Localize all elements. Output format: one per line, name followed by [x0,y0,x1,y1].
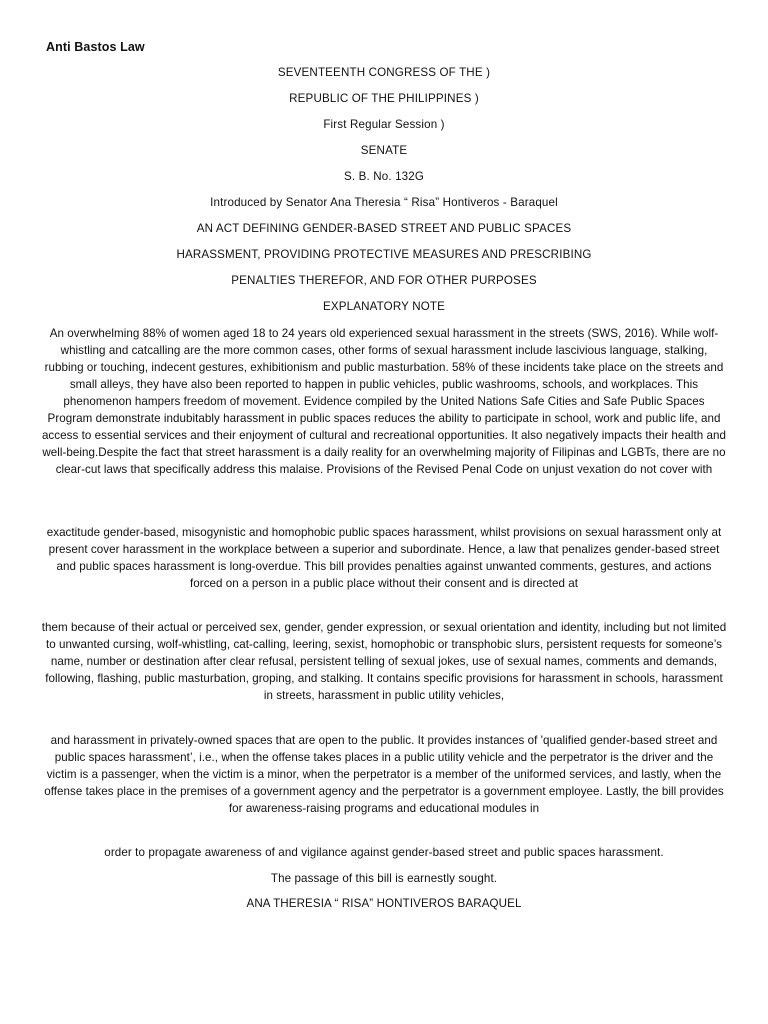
section-heading: EXPLANATORY NOTE [322,300,446,313]
paragraph-5: order to propagate awareness of and vigilance against gender-based street and public spaces harassment. [104,846,664,859]
paragraph-2: exactitude gender-based, misogynistic and homophobic public spaces harassment, whilst provisions on sexual harassment only at present cover harassment in the workplace between a superior and subordinate. Hence, a law that penalizes gender-based street and public spaces harassment is long-overdue. This bill provides penalties against unwanted comments, gestures, and actions forced on a person in a public place without their consent and is directed at [46,526,722,591]
bill-title-line-1: AN ACT DEFINING GENDER-BASED STREET AND PUBLIC SPACES [196,222,572,235]
session-line: First Regular Session ) [323,118,445,131]
bill-title-line-2: HARASSMENT, PROVIDING PROTECTIVE MEASURES AND PRESCRIBING [176,248,592,261]
congress-line: SEVENTEENTH CONGRESS OF THE ) [277,66,491,79]
bill-title-line-3: PENALTIES THEREFOR, AND FOR OTHER PURPOSES [231,274,537,287]
chamber-line: SENATE [360,144,408,157]
closing-line: The passage of this bill is earnestly sought. [270,872,498,885]
bill-number: S. B. No. 132G [343,170,425,183]
paragraph-1: An overwhelming 88% of women aged 18 to 24 years old experienced sexual harassment in the streets (SWS, 2016). While wolf-whistling and catcalling are the more common cases, other forms of sexual harassment include lascivious language, stalking, rubbing or touching, indecent gestures, exhibitionism and public masturbation. 58% of these incidents take place on the streets and small alleys, they have also been reported to happen in public vehicles, public washrooms, schools, and workplaces. This phenomenon hampers freedom of movement. Evidence compiled by the United Nations Safe Cities and Safe Public Spaces Program demonstrate indubitably harassment in public spaces reduces the ability to participate in school, work and public life, and access to essential services and their enjoyment of cultural and recreational opportunities. It also negatively impacts their health and well-being.Despite the fact that street harassment is a daily reality for an overwhelming majority of Filipinas and LGBTs, there are no clear-cut laws that specifically address this malaise. Provisions of the Revised Penal Code on unjust vexation do not cover with [41,327,727,477]
signature-line: ANA THERESIA “ RISA” HONTIVEROS BARAQUEL [246,897,522,910]
republic-line: REPUBLIC OF THE PHILIPPINES ) [289,92,479,105]
paragraph-3: them because of their actual or perceived sex, gender, gender expression, or sexual orientation and identity, including but not limited to unwanted cursing, wolf-whistling, cat-calling, leering, sexist, homophobic or transphobic slurs, persistent requests for someone’s name, number or destination after clear refusal, persistent telling of sexual jokes, use of sexual names, comments and demands, following, flashing, public masturbation, groping, and stalking. It contains specific provisions for harassment in schools, harassment in streets, harassment in public utility vehicles, [41,621,727,703]
paragraph-4: and harassment in privately-owned spaces that are open to the public. It provides instances of 'qualified gender-based street and public spaces harassment’, i.e., when the offense takes places in a public utility vehicle and the perpetrator is the driver and the victim is a passenger, when the victim is a minor, when the perpetrator is a member of the uniformed services, and lastly, when the offense takes place in the premises of a government agency and the perpetrator is a government employee. Lastly, the bill provides for awareness-raising programs and educational modules in [44,734,724,816]
document-label: Anti Bastos Law [46,40,145,54]
introduced-by: Introduced by Senator Ana Theresia “ Risa” Hontiveros - Baraquel [210,196,558,209]
